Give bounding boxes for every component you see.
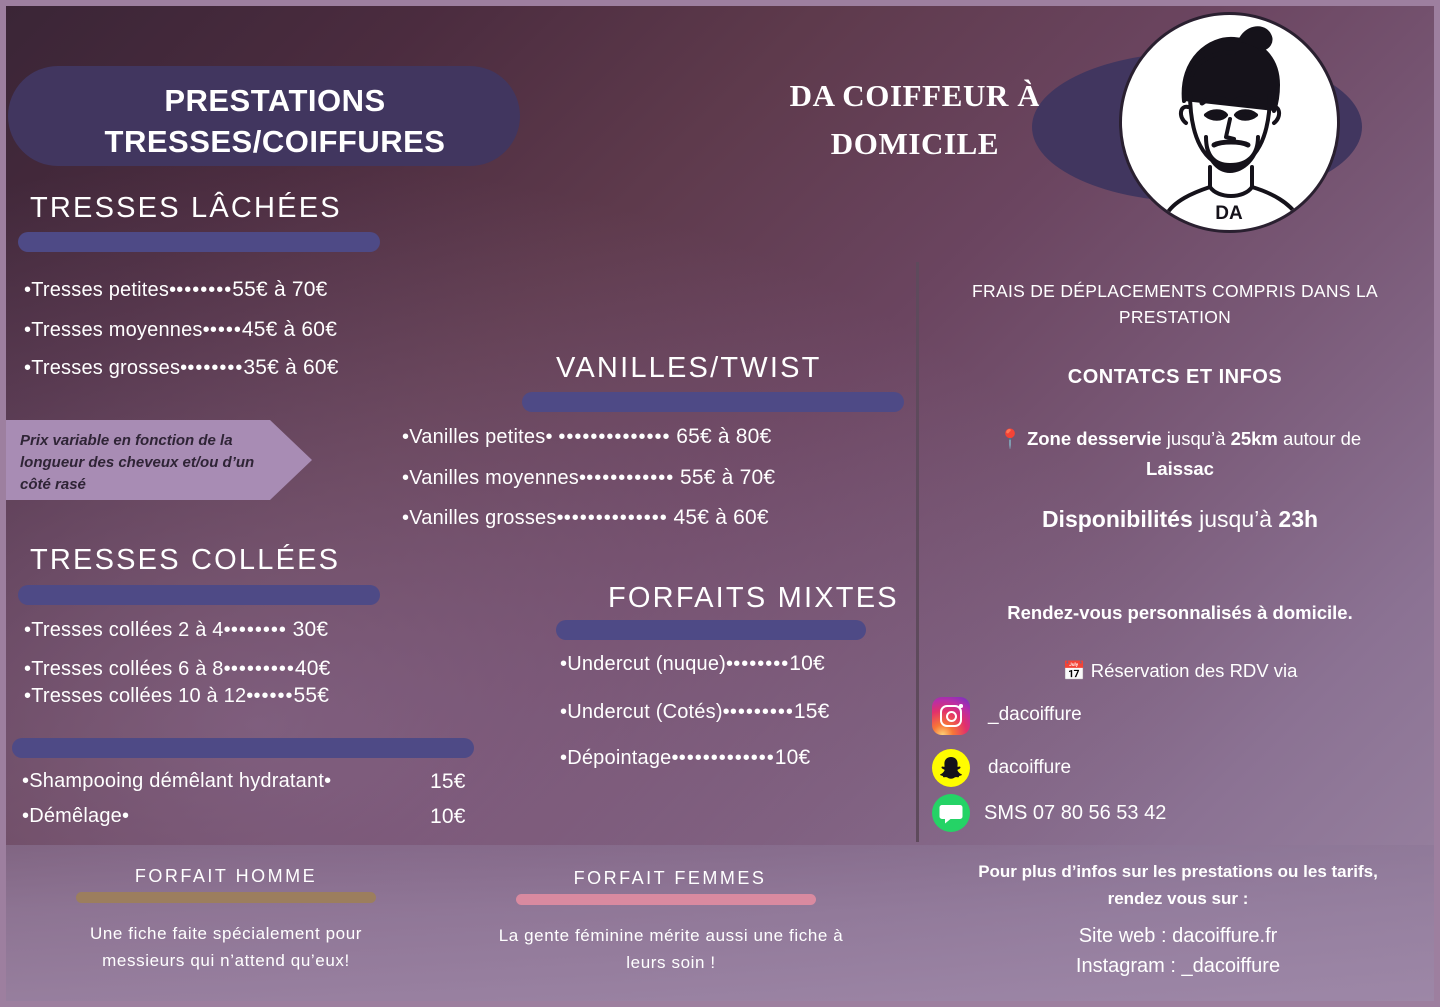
price-row bbox=[24, 318, 337, 342]
price-label: •Tresses moyennes• bbox=[24, 319, 210, 341]
heading-bar-tresses-collees bbox=[18, 585, 380, 605]
divider-bar-extras bbox=[12, 738, 474, 758]
price-row bbox=[560, 700, 830, 724]
price-value: 40€ bbox=[294, 657, 331, 680]
availability-hour: 23h bbox=[1278, 506, 1319, 532]
price-label: •Shampooing démêlant hydratant• bbox=[22, 770, 332, 792]
heading-tresses-lachees: TRESSES LÂCHÉES bbox=[30, 192, 342, 224]
chat-bubble-icon bbox=[932, 794, 970, 832]
availability-mid: jusqu’à bbox=[1192, 506, 1279, 532]
price-dots: •••• bbox=[209, 319, 242, 341]
price-label: •Tresses collées 2 à 4• bbox=[24, 619, 231, 641]
more-info bbox=[928, 858, 1428, 912]
text-forfait-femmes: La gente féminine mérite aussi une fiche à leurs soin ! bbox=[498, 926, 844, 973]
price-value: 10€ bbox=[774, 746, 811, 769]
personal-appointments: Rendez-vous personnalisés à domicile. bbox=[1007, 602, 1353, 623]
service-zone bbox=[930, 424, 1430, 483]
price-dots: •••••••• bbox=[729, 701, 794, 723]
page-title bbox=[60, 80, 490, 162]
price-value: 35€ à 60€ bbox=[243, 356, 339, 379]
price-row bbox=[402, 466, 775, 490]
price-row bbox=[560, 652, 825, 676]
price-value: 30€ bbox=[292, 618, 329, 641]
page-title-line2: TRESSES/COIFFURES bbox=[104, 124, 446, 160]
calendar-icon: 📅 bbox=[1062, 660, 1086, 681]
service-zone-radius: 25km bbox=[1230, 428, 1278, 449]
instagram-icon[interactable] bbox=[932, 697, 970, 735]
price-row bbox=[402, 506, 769, 530]
price-dots: ••••••••••••• bbox=[563, 507, 668, 529]
price-dots: ••••••• bbox=[187, 357, 244, 379]
brand-line2: DOMICILE bbox=[830, 126, 1000, 162]
price-row bbox=[22, 770, 492, 793]
price-value: 45€ à 60€ bbox=[673, 506, 769, 529]
availability bbox=[930, 506, 1430, 533]
price-value: 55€ à 70€ bbox=[232, 278, 328, 301]
price-dots: ••••••• bbox=[230, 619, 287, 641]
price-value: 15€ bbox=[430, 770, 466, 793]
price-label: •Tresses collées 10 à 12• bbox=[24, 685, 254, 707]
heading-bar-vanilles bbox=[522, 392, 904, 412]
note-variable-price: Prix variable en fonction de la longueur des cheveux et/ou d’un côté rasé bbox=[20, 432, 255, 493]
price-row bbox=[24, 278, 328, 302]
instagram-footer[interactable]: Instagram : _dacoiffure bbox=[1075, 955, 1281, 977]
more-info-line1: Pour plus d’infos sur les prestations ou les tarifs, bbox=[978, 862, 1378, 881]
service-zone-end: autour de bbox=[1277, 428, 1362, 449]
booking-line bbox=[930, 660, 1430, 682]
service-zone-label: Zone desservie bbox=[1026, 428, 1162, 449]
price-label: •Dépointage• bbox=[560, 747, 679, 769]
logo-initials: DA bbox=[1215, 203, 1243, 224]
bar-forfait-homme bbox=[76, 892, 376, 903]
note-ribbon-arrow bbox=[270, 420, 312, 500]
price-dots: ••••••• bbox=[733, 653, 790, 675]
text-forfait-homme: Une fiche faite spécialement pour messieurs qui n’attend qu’eux! bbox=[89, 924, 363, 971]
price-row bbox=[24, 657, 331, 681]
instagram-handle[interactable]: _dacoiffure bbox=[988, 704, 1082, 725]
price-label: •Vanilles moyennes• bbox=[402, 467, 587, 489]
service-zone-mid: jusqu’à bbox=[1161, 428, 1231, 449]
heading-forfait-homme: FORFAIT HOMME bbox=[134, 866, 318, 886]
price-value: 65€ à 80€ bbox=[676, 425, 772, 448]
price-label: •Tresses petites• bbox=[24, 279, 177, 301]
snapchat-ghost-icon bbox=[932, 749, 970, 787]
logo bbox=[1119, 12, 1340, 233]
contacts-heading: CONTATCS ET INFOS bbox=[1067, 366, 1283, 388]
price-label: •Tresses grosses• bbox=[24, 357, 188, 379]
price-value: 10€ bbox=[789, 652, 825, 675]
price-row bbox=[402, 425, 771, 449]
price-value: 10€ bbox=[430, 805, 466, 828]
price-label: •Démêlage• bbox=[22, 805, 130, 827]
price-row bbox=[24, 618, 328, 642]
price-row bbox=[24, 684, 329, 708]
website[interactable]: Site web : dacoiffure.fr bbox=[1078, 925, 1278, 947]
price-label: •Undercut (nuque)• bbox=[560, 653, 734, 675]
price-value: 15€ bbox=[793, 700, 830, 723]
travel-fees-note: FRAIS DE DÉPLACEMENTS COMPRIS DANS LA PRESTATION bbox=[972, 281, 1378, 328]
bar-forfait-femmes bbox=[516, 894, 816, 905]
price-row bbox=[24, 356, 339, 380]
sms-icon[interactable] bbox=[932, 794, 970, 832]
heading-forfaits-mixtes: FORFAITS MIXTES bbox=[608, 582, 899, 614]
price-row bbox=[560, 746, 810, 770]
location-pin-icon: 📍 bbox=[998, 428, 1022, 449]
heading-bar-tresses-lachees bbox=[18, 232, 380, 252]
heading-vanilles: VANILLES/TWIST bbox=[556, 352, 822, 384]
price-dots: •••••••••••• bbox=[678, 747, 775, 769]
price-dots: •••••••• bbox=[230, 658, 295, 680]
price-value: 55€ à 70€ bbox=[680, 466, 776, 489]
price-row bbox=[22, 805, 492, 828]
vertical-divider bbox=[916, 262, 919, 842]
brand-line1: DA COIFFEUR À bbox=[789, 78, 1041, 113]
price-label: •Vanilles petites• bbox=[402, 426, 553, 448]
price-label: •Tresses collées 6 à 8• bbox=[24, 658, 231, 680]
booking-text: Réservation des RDV via bbox=[1090, 660, 1298, 681]
heading-tresses-collees: TRESSES COLLÉES bbox=[30, 544, 341, 576]
price-label: •Vanilles grosses• bbox=[402, 507, 564, 529]
snapchat-icon[interactable] bbox=[932, 749, 970, 787]
barber-portrait-icon bbox=[1122, 15, 1337, 230]
price-value: 45€ à 60€ bbox=[241, 318, 338, 341]
price-dots: ••••••• bbox=[176, 279, 233, 301]
snapchat-handle[interactable]: dacoiffure bbox=[988, 757, 1072, 778]
service-zone-city: Laissac bbox=[1146, 457, 1214, 479]
price-dots: •••••••••••••• bbox=[558, 426, 671, 448]
heading-forfait-femmes: FORFAIT FEMMES bbox=[573, 868, 767, 888]
price-label: •Undercut (Cotés)• bbox=[560, 701, 730, 723]
page-title-line1: PRESTATIONS bbox=[164, 83, 386, 118]
price-dots: ••••• bbox=[253, 685, 294, 707]
price-dots: ••••••••••• bbox=[586, 467, 675, 489]
availability-label: Disponibilités bbox=[1041, 506, 1193, 532]
sms-number[interactable]: SMS 07 80 56 53 42 bbox=[984, 802, 1167, 824]
price-value: 55€ bbox=[293, 684, 330, 707]
more-info-line2: rendez vous sur : bbox=[1107, 889, 1249, 909]
heading-bar-forfaits-mixtes bbox=[556, 620, 866, 640]
